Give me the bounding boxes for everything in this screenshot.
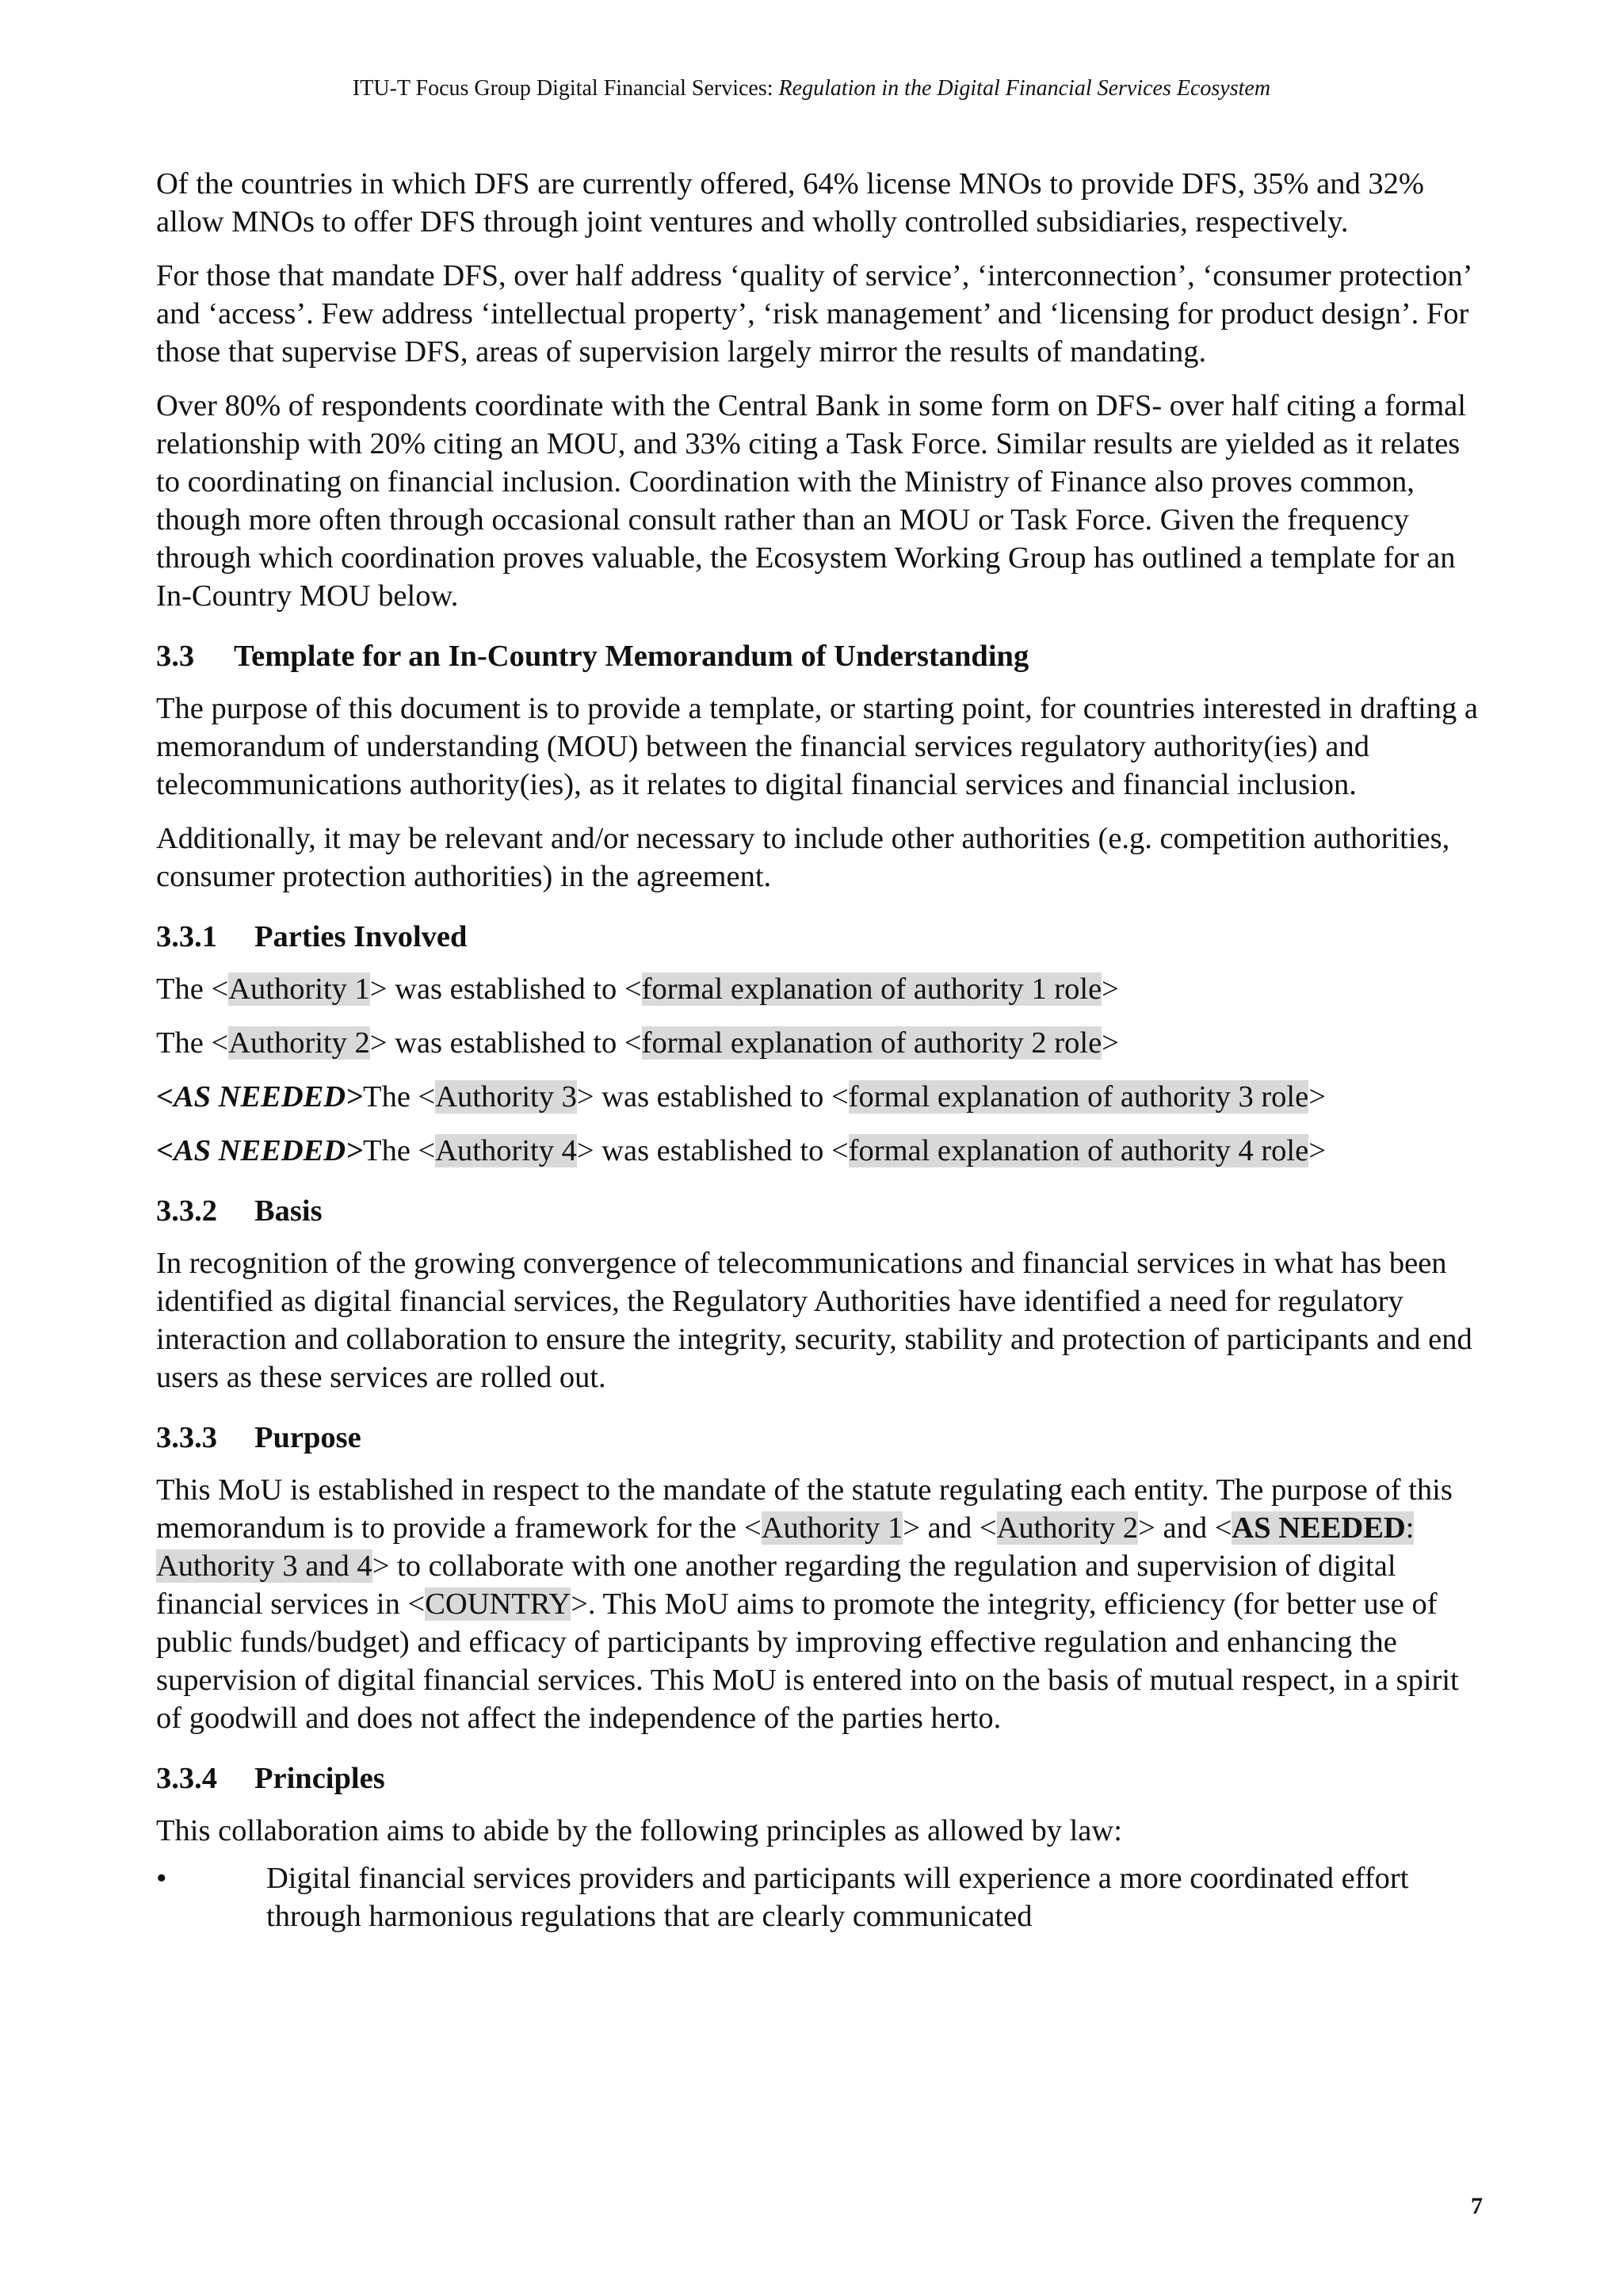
authority-placeholder: Authority 1 <box>761 1511 903 1545</box>
as-needed-tag: <AS NEEDED> <box>156 1134 364 1167</box>
header-title: Regulation in the Digital Financial Services Ecosystem <box>778 76 1271 101</box>
section-title: Purpose <box>254 1421 361 1454</box>
section-heading-3-3-3 <box>156 1419 1484 1457</box>
body-content <box>156 165 1484 1951</box>
header-prefix: ITU-T Focus Group Digital Financial Services: <box>352 76 779 101</box>
authority-placeholder: : Authority 3 and 4 <box>156 1511 1415 1583</box>
basis-paragraph: In recognition of the growing convergence of telecommunications and financial services in what has been identified as digital financial services, the Regulatory Authorities have identified a need for regulatory interaction and collaboration to ensure the integrity, security, stability and protection of participants and end users as these services are rolled out. <box>156 1247 1472 1394</box>
authority-placeholder: Authority 2 <box>228 1026 370 1060</box>
party-line-4: <AS NEEDED>The <Authority 4> was established to <formal explanation of authority 4 role> <box>156 1134 1326 1167</box>
authority-placeholder: Authority 4 <box>435 1134 577 1167</box>
section-number: 3.3 <box>156 640 195 673</box>
role-placeholder: formal explanation of authority 3 role <box>848 1080 1309 1114</box>
section-title: Parties Involved <box>254 920 468 953</box>
principles-intro: This collaboration aims to abide by the following principles as allowed by law: <box>156 1814 1122 1847</box>
section-heading-3-3-1 <box>156 918 1484 956</box>
intro-paragraph-1: Of the countries in which DFS are currently offered, 64% license MNOs to provide DFS, 35% and 32% allow MNOs to offer DFS through joint ventures and wholly controlled subsidiaries, respectively. <box>156 167 1424 239</box>
party-line-2: The <Authority 2> was established to <formal explanation of authority 2 role> <box>156 1026 1119 1060</box>
bullet-mark: • <box>156 1862 167 1895</box>
section-number: 3.3.3 <box>156 1421 217 1454</box>
intro-paragraph-3: Over 80% of respondents coordinate with the Central Bank in some form on DFS- over half citing a formal relationship with 20% citing an MOU, and 33% citing a Task Force. Similar results are yielded as it relates to coordinating on financial inclusion. Coordination with the Ministry of Finance also proves common, though more often through occasional consult rather than an MOU or Task Force. Given the frequency through which coordination proves valuable, the Ecosystem Working Group has outlined a template for an In-Country MOU below. <box>156 389 1466 613</box>
section-title: Principles <box>254 1762 385 1795</box>
role-placeholder: formal explanation of authority 2 role <box>641 1026 1102 1060</box>
principle-bullet-item <box>156 1859 1484 1935</box>
purpose-paragraph: This MoU is established in respect to the mandate of the statute regulating each entity. The purpose of this memorandum is to provide a framework for the <Authority 1> and <Authority 2> and <AS NEEDED: Authority 3 and 4> to collaborate with one another regarding the regulation and supervision of digital financial services in <COUNTRY>. This MoU aims to promote the integrity, efficiency (for better use of public funds/budget) and efficacy of participants by improving effective regulation and enhancing the supervision of digital financial services. This MoU is entered into on the basis of mutual respect, in a spirit of goodwill and does not affect the independence of the parties herto. <box>156 1473 1459 1735</box>
section-number: 3.3.4 <box>156 1762 217 1795</box>
page-number: 7 <box>1471 2193 1483 2219</box>
intro-paragraph-2: For those that mandate DFS, over half address ‘quality of service’, ‘interconnection’, ‘consumer protection’ and ‘access’. Few address ‘intellectual property’, ‘risk management’ and ‘licensing for product design’. For those that supervise DFS, areas of supervision largely mirror the results of mandating. <box>156 259 1471 369</box>
section-heading-3-3-4 <box>156 1759 1484 1797</box>
as-needed-tag: AS NEEDED <box>1232 1511 1406 1545</box>
authority-placeholder: Authority 3 <box>435 1080 577 1114</box>
section-number: 3.3.2 <box>156 1194 217 1228</box>
party-line-1: The <Authority 1> was established to <formal explanation of authority 1 role> <box>156 972 1119 1006</box>
mou-purpose-paragraph: The purpose of this document is to provide a template, or starting point, for countries interested in drafting a memorandum of understanding (MOU) between the financial services regulatory authority(ies) and telecommunications authority(ies), as it relates to digital financial services and financial inclusion. <box>156 692 1478 801</box>
role-placeholder: formal explanation of authority 4 role <box>848 1134 1309 1167</box>
bullet-text: Digital financial services providers and participants will experience a more coordinated effort through harmonious regulations that are clearly communicated <box>266 1862 1409 1933</box>
party-line-3: <AS NEEDED>The <Authority 3> was established to <formal explanation of authority 3 role> <box>156 1080 1326 1114</box>
section-heading-3-3-2 <box>156 1192 1484 1230</box>
running-header <box>0 75 1623 102</box>
authority-placeholder: Authority 1 <box>228 972 370 1006</box>
authority-placeholder: Authority 2 <box>996 1511 1139 1545</box>
section-number: 3.3.1 <box>156 920 217 953</box>
section-title: Template for an In-Country Memorandum of Understanding <box>234 640 1029 673</box>
section-title: Basis <box>254 1194 323 1228</box>
section-heading-3-3 <box>156 637 1484 675</box>
role-placeholder: formal explanation of authority 1 role <box>641 972 1102 1006</box>
country-placeholder: COUNTRY <box>425 1587 571 1621</box>
mou-additional-paragraph: Additionally, it may be relevant and/or necessary to include other authorities (e.g. competition authorities, consumer protection authorities) in the agreement. <box>156 822 1450 893</box>
as-needed-tag: <AS NEEDED> <box>156 1080 364 1114</box>
